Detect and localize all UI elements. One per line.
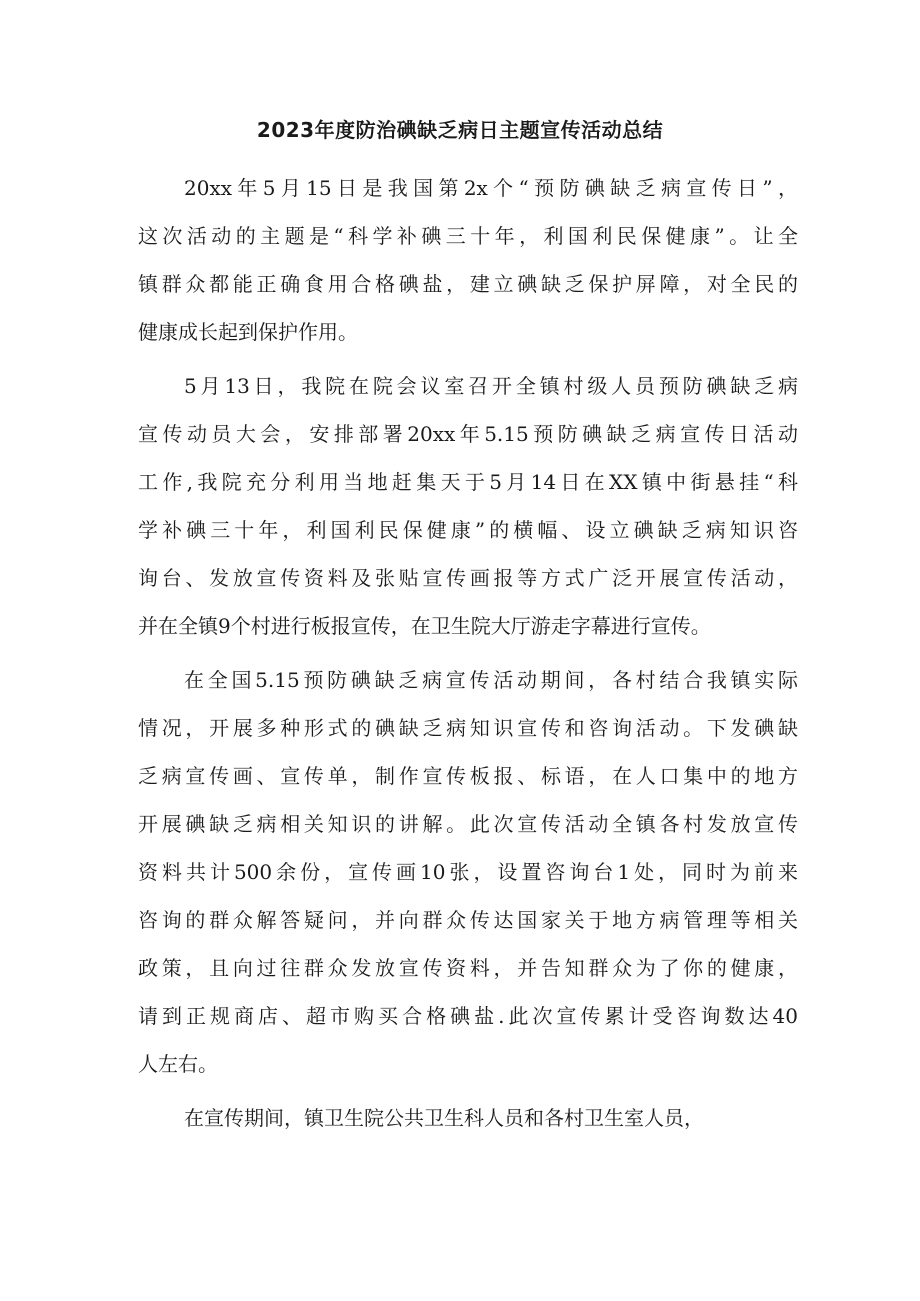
paragraph-line: 乏病宣传画、宣传单，制作宣传板报、标语，在人口集中的地方: [138, 764, 798, 788]
paragraph-line: 咨询的群众解答疑问，并向群众传达国家关于地方病管理等相关: [138, 908, 798, 932]
paragraph-3: [138, 656, 798, 1088]
paragraph-line: 政策，且向过往群众发放宣传资料，并告知群众为了你的健康，: [138, 956, 798, 980]
paragraph-line: 在宣传期间，镇卫生院公共卫生科人员和各村卫生室人员，: [184, 1106, 704, 1130]
paragraph-line: 资料共计500余份，宣传画10张，设置咨询台1处，同时为前来: [138, 860, 798, 884]
paragraph-line: 5月13日，我院在院会议室召开全镇村级人员预防碘缺乏病: [184, 374, 798, 398]
paragraph-line: 开展碘缺乏病相关知识的讲解。此次宣传活动全镇各村发放宣传: [138, 812, 798, 836]
paragraph-1: [138, 164, 798, 356]
paragraph-4: [138, 1094, 798, 1142]
document-title: 2023年度防治碘缺乏病日主题宣传活动总结: [256, 118, 664, 142]
paragraph-line: 请到正规商店、超市购买合格碘盐.此次宣传累计受咨询数达40: [138, 1004, 798, 1028]
paragraph-line: 学补碘三十年，利国利民保健康”的横幅、设立碘缺乏病知识咨: [138, 518, 798, 542]
paragraph-line: 镇群众都能正确食用合格碘盐，建立碘缺乏保护屏障，对全民的: [138, 272, 798, 296]
paragraph-line: 这次活动的主题是“科学补碘三十年，利国利民保健康”。让全: [138, 224, 798, 248]
paragraph-line: 情况，开展多种形式的碘缺乏病知识宣传和咨询活动。下发碘缺: [138, 716, 798, 740]
paragraph-line: 工作,我院充分利用当地赶集天于5月14日在XX镇中街悬挂“科: [138, 470, 798, 494]
paragraph-line: 并在全镇9个村进行板报宣传，在卫生院大厅游走字幕进行宣传。: [138, 614, 711, 638]
paragraph-line: 在全国5.15预防碘缺乏病宣传活动期间，各村结合我镇实际: [184, 668, 798, 692]
paragraph-line: 宣传动员大会，安排部署20xx年5.15预防碘缺乏病宣传日活动: [138, 422, 798, 446]
paragraph-line: 20xx年5月15日是我国第2x个“预防碘缺乏病宣传日”，: [184, 176, 798, 200]
paragraph-line: 健康成长起到保护作用。: [138, 320, 358, 344]
document-body: [138, 164, 798, 1142]
paragraph-line: 询台、发放宣传资料及张贴宣传画报等方式广泛开展宣传活动，: [138, 566, 798, 590]
paragraph-2: [138, 362, 798, 650]
paragraph-line: 人左右。: [138, 1052, 218, 1076]
